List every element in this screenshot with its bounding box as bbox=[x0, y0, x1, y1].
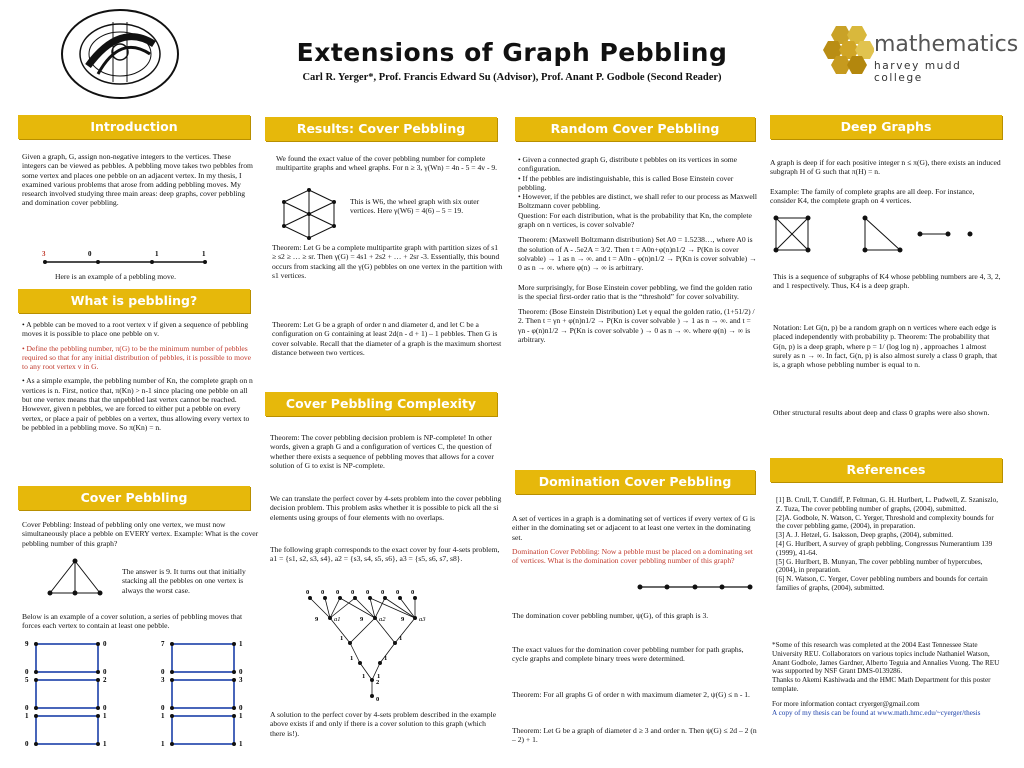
reduction-label: a1 bbox=[334, 616, 341, 623]
domination-number-result: The domination cover pebbling number, ψ(G), of this graph is 3. bbox=[512, 611, 709, 620]
cover-square-label: 1 bbox=[161, 740, 165, 746]
introduction-heading: Introduction bbox=[18, 115, 250, 139]
reduction-label: 0 bbox=[306, 589, 310, 596]
reduction-label: 0 bbox=[396, 589, 400, 596]
exact-cover-reduction-graph bbox=[300, 588, 460, 703]
domination-example-graph bbox=[630, 570, 760, 604]
wheel-graph-w6 bbox=[278, 188, 340, 240]
cover-square-label: 5 bbox=[25, 676, 29, 684]
cover-pebbling-heading: Cover Pebbling bbox=[18, 486, 250, 510]
complexity-solution: A solution to the perfect cover by 4-sets problem described in the example above exists if and only if there is a cover solution to this graph (which there is!). bbox=[270, 710, 497, 738]
path-label: 1 bbox=[155, 250, 159, 258]
random-surprise: More surprisingly, for Bose Einstein cover pebbling, we find the golden ratio is the special first-order ratio that is the “threshold” for cover solvability. bbox=[518, 282, 753, 301]
reference-item: [1] B. Crull, T. Cundiff, P. Feltman, G. H. Hurlbert, L. Pudwell, Z. Szaniszlo, Z. Tuza, The cover pebbling number of graphs, (2004), submitted. bbox=[776, 496, 998, 513]
random-bullet: • If the pebbles are indistinguishable, this is called Bose Einstein cover pebbling. bbox=[518, 173, 734, 192]
reduction-label: 9 bbox=[360, 616, 364, 623]
what-is-bullet: • A pebble can be moved to a root vertex v if given a sequence of pebbling moves it is possible to place one pebble on v. bbox=[22, 320, 249, 339]
cover-square bbox=[25, 676, 107, 712]
deep-definition: A graph is deep if for each positive integer n ≤ π(G), there exists an induced subgraph H of G such that π(H) = n. bbox=[770, 158, 1001, 177]
path-label: 3 bbox=[42, 250, 46, 258]
cover-square-label: 0 bbox=[103, 640, 107, 648]
cover-square-label: 0 bbox=[239, 668, 243, 676]
cover-solution-intro: Below is an example of a cover solution, a series of pebbling moves that forces each vertex to contain at least one pebble. bbox=[22, 612, 243, 631]
cover-pebbling-body: Cover Pebbling: Instead of pebbling only one vertex, we must now simultaneously place a pebble on EVERY vertex. Example: What is the cover pebbling number of this graph? bbox=[22, 520, 259, 548]
reduction-label: 9 bbox=[315, 616, 319, 623]
cover-square-label: 1 bbox=[239, 640, 243, 648]
introduction-body: Given a graph, G, assign non-negative integers to the vertices. These integers can be viewed as pebbles. A pebbling move takes two pebbles from some vertex and places one pebble on an adjacent vertex. In my thesis, I examined various problems that arose from adding pebbling moves. My research involved studying three main areas: deep graphs, cover pebbling and domination cover pebbling. bbox=[22, 152, 253, 208]
wheel-caption: This is W6, the wheel graph with six outer vertices. Here γ(W6) = 4(6) – 5 = 19. bbox=[350, 197, 480, 216]
logo-word: mathematics bbox=[874, 32, 1019, 57]
footnote-thesis-link[interactable]: A copy of my thesis can be found at www.math.hmc.edu/~cyerger/thesis bbox=[772, 708, 981, 717]
results-theorem-diameter: Theorem: Let G be a graph of order n and diameter d, and let C be a configuration on G containing at least 2d(n - d + 1) – 1 pebbles. Then G is cover solvable. Recall that the diameter of a graph is the maximum shortest distance between two vertices. bbox=[272, 320, 502, 357]
domination-exact-values: The exact values for the domination cover pebbling number for path graphs, cycle graphs and complete binary trees were determined. bbox=[512, 645, 744, 664]
footnote-thanks: Thanks to Akemi Kashiwada and the HMC Math Department for this poster template. bbox=[772, 676, 991, 693]
footnote-contact: For more information contact cryerger@gmail.com bbox=[772, 699, 920, 708]
complexity-theorem: Theorem: The cover pebbling decision problem is NP-complete! In other words, given a graph G and a configuration of vertices C, the question of whether there exists a sequence of pebbling moves that allows for a cover solution of G to exist is NP-complete. bbox=[270, 433, 494, 470]
random-cover-heading: Random Cover Pebbling bbox=[515, 117, 755, 141]
cover-solution-squares bbox=[22, 634, 258, 746]
reduction-label: 1 bbox=[377, 673, 381, 680]
cover-square-label: 0 bbox=[161, 704, 165, 712]
reduction-label: 1 bbox=[340, 635, 344, 642]
what-is-bullet: • Define the pebbling number, π(G) to be the minimum number of pebbles required so that for any initial distribution of pebbles, it is possible to move to any root vertex v in G. bbox=[22, 343, 252, 372]
cover-square bbox=[161, 712, 243, 746]
results-cover-heading: Results: Cover Pebbling bbox=[265, 117, 497, 141]
cover-square-label: 0 bbox=[239, 704, 243, 712]
complexity-heading: Cover Pebbling Complexity bbox=[265, 392, 497, 416]
deep-sequence-caption: This is a sequence of subgraphs of K4 whose pebbling numbers are 4, 3, 2, and 1 respectively. Thus, K4 is a deep graph. bbox=[773, 272, 1001, 291]
results-intro: We found the exact value of the cover pebbling number for complete multipartite graphs and wheel graphs. For n ≥ 3, γ(Wn) = 4n - 5 = 4v - 9. bbox=[276, 154, 498, 173]
reduction-label: 0 bbox=[381, 589, 385, 596]
footnote-reu: *Some of this research was completed at the 2004 East Tennessee State University REU. Collaborators on various topics include Nathaniel Watson, Anant Godbole, James Gardner, Alberto Teguia and Annalies Vuong. The REU was supported by NSF Grant DMS-0139286. bbox=[772, 641, 1000, 676]
random-body bbox=[518, 155, 758, 344]
domination-theorem-diameter3: Theorem: Let G be a graph of diameter d ≥ 3 and order n. Then ψ(G) ≤ 2d – 2 (n – 2) + 1. bbox=[512, 726, 757, 745]
reduction-label: 0 bbox=[411, 589, 415, 596]
random-question: Question: For each distribution, what is the probability that Kn, the complete graph on n vertices, is cover solvable? bbox=[518, 210, 752, 230]
random-theorem-maxwell: Theorem: (Maxwell Boltzmann distribution) Set A0 = 1.5238…, where A0 is the solution of A - .5e2A = 3/2. Then t = A0n+φ(n)n1/2 → P(Kn is cover solvable) → 1 as n → ∞. and t = A0n - φ(n)n1/2 → P(Kn is cover solvable) → 0 as n → ∞. where φ(n) → ∞ is arbitrary. bbox=[518, 235, 757, 273]
cover-square bbox=[25, 712, 107, 746]
cover-square-label: 1 bbox=[161, 712, 165, 720]
cover-square-label: 7 bbox=[161, 640, 165, 648]
cover-square-label: 1 bbox=[239, 740, 243, 746]
poster-authors: Carl R. Yerger*, Prof. Francis Edward Su (Advisor), Prof. Anant P. Godbole (Second Reader) bbox=[302, 72, 722, 83]
reduction-label: 0 bbox=[366, 589, 370, 596]
reference-item: [3] A. J. Hetzel, G. Isaksson, Deep graphs, (2004), submitted. bbox=[776, 531, 954, 540]
reduction-label: a3 bbox=[419, 616, 426, 623]
deep-notation-theorem: Notation: Let G(n, p) be a random graph on n vertices where each edge is placed independently with probability p. Theorem: The probability that G(n, p) is a deep graph, where p = 1/ (log log n) , approaches 1 almost surely as n → ∞. In fact, G(n, p) is also almost surely a class 0 graph, that is, a graph whose pebbling number is equal to n. bbox=[773, 323, 998, 370]
cover-square-label: 3 bbox=[161, 676, 165, 684]
references-heading: References bbox=[770, 458, 1002, 482]
cover-square-label: 0 bbox=[25, 704, 29, 712]
reduction-label: 0 bbox=[336, 589, 340, 596]
reduction-label: 1 bbox=[362, 673, 366, 680]
pebbling-move-path-figure bbox=[30, 248, 220, 268]
random-theorem-bose: Theorem: (Bose Einstein Distribution) Let γ equal the golden ratio, (1+51/2) / 2. Then t = γn + φ(n)n1/2 → P(Kn is cover solvable ) → 1 as n → ∞. and t = γn - φ(n)n1/2 → P(Kn is cover solvable ) → 0 as n → ∞. where φ(n) → ∞ is arbitrary. bbox=[518, 307, 755, 345]
path-label: 1 bbox=[202, 250, 206, 258]
domination-definition: A set of vertices in a graph is a dominating set of vertices if every vertex of G is either in the dominating set or adjacent to at least one vertex in the dominating set. bbox=[512, 514, 755, 542]
k4-subgraph-sequence bbox=[770, 212, 980, 258]
domination-theorem-diameter2: Theorem: For all graphs G of order n with maximum diameter 2, ψ(G) ≤ n - 1. bbox=[512, 690, 750, 699]
cover-square-label: 1 bbox=[103, 740, 107, 746]
cover-square-label: 0 bbox=[161, 668, 165, 676]
cover-square bbox=[25, 640, 107, 676]
what-is-bullet: • As a simple example, the pebbling number of Kn, the complete graph on n vertices is n. First, notice that, π(Kn) > n-1 since placing one pebble on all but one vertex means that the unpebbled last vertex cannot be reached. However, given n pebbles, we are forced to either put a pebble on every vertex, or place a pair of pebbles on a vertex, thus allowing every vertex to be pebbled in a pebbling move. So π(Kn) = n. bbox=[22, 376, 253, 432]
reduction-label: 0 bbox=[351, 589, 355, 596]
deep-other-results: Other structural results about deep and class 0 graphs were also shown. bbox=[773, 408, 990, 417]
cover-square-label: 3 bbox=[239, 676, 243, 684]
reduction-label: 9 bbox=[401, 616, 405, 623]
domination-heading: Domination Cover Pebbling bbox=[515, 470, 755, 494]
cover-square-label: 1 bbox=[103, 712, 107, 720]
reduction-label: 1 bbox=[399, 635, 403, 642]
references-list bbox=[776, 496, 1002, 593]
reference-item: [4] G. Hurlbert, A survey of graph pebbling, Congressus Numerantium 139 (1999), 41-64. bbox=[776, 539, 993, 557]
random-bullet: • However, if the pebbles are distinct, we shall refer to our process as Maxwell Boltzmann cover pebbling. bbox=[518, 192, 757, 211]
cover-answer: The answer is 9. It turns out that initially stacking all the pebbles on one vertex is always the worst case. bbox=[122, 567, 246, 595]
reference-item: [2]A. Godbole, N. Watson, C. Yerger, Threshold and complexity bounds for the cover pebbling game, (2004), in preparation. bbox=[776, 513, 994, 531]
pebbling-move-caption: Here is an example of a pebbling move. bbox=[55, 272, 177, 281]
poster-title: Extensions of Graph Pebbling bbox=[296, 38, 728, 67]
reference-item: [6] N. Watson, C. Yerger, Cover pebbling numbers and bounds for certain families of graphs, (2004), submitted. bbox=[776, 575, 988, 592]
reference-item: [5] G. Hurlbert, B. Munyan, The cover pebbling number of hypercubes, (2004), in preparation. bbox=[776, 557, 983, 575]
random-bullet: • Given a connected graph G, distribute t pebbles on its vertices in some configuration. bbox=[518, 155, 738, 174]
cover-square-label: 0 bbox=[25, 668, 29, 676]
what-is-pebbling-heading: What is pebbling? bbox=[18, 289, 250, 313]
complexity-translation: We can translate the perfect cover by 4-sets problem into the cover pebbling decision problem. This problem asks whether it is possible to pick all the si elements using groups of four elements with no overlaps. bbox=[270, 494, 502, 522]
complexity-example: The following graph corresponds to the exact cover by four 4-sets problem, a1 = {s1, s2, s3, s4}, a2 = {s3, s4, s5, s6}, a3 = {s5, s6, s7, s8}. bbox=[270, 545, 500, 564]
cover-example-graph bbox=[40, 555, 110, 605]
deep-graphs-heading: Deep Graphs bbox=[770, 115, 1002, 139]
footnote bbox=[772, 641, 1002, 717]
domination-question: Domination Cover Pebbling: Now a pebble must be placed on a dominating set of vertices. What is the domination cover pebbling number of this graph? bbox=[512, 547, 753, 566]
results-theorem-multipartite: Theorem: Let G be a complete multipartite graph with partition sizes of s1 ≥ s2 ≥ … ≥ sr. Then γ(G) = 4s1 + 2s2 + … + 2sr -3. Essentially, this bound occurs from stacking all the γ(G) pebbles on one vertex in the partition with s1 vertices. bbox=[272, 243, 503, 280]
cover-square bbox=[161, 640, 243, 676]
deep-example: Example: The family of complete graphs are all deep. For instance, consider K4, the complete graph on 4 vertices. bbox=[770, 187, 975, 206]
reduction-label: 0 bbox=[376, 696, 380, 703]
what-is-pebbling-body bbox=[22, 320, 258, 437]
path-label: 0 bbox=[88, 250, 92, 258]
cover-square-label: 1 bbox=[239, 712, 243, 720]
cover-square-label: 0 bbox=[103, 704, 107, 712]
cover-square-label: 9 bbox=[25, 640, 29, 648]
cover-square-label: 2 bbox=[103, 676, 107, 684]
reduction-label: a2 bbox=[379, 616, 386, 623]
logo-subtitle: harvey mudd college bbox=[874, 60, 962, 84]
reduction-label: 1 bbox=[384, 655, 388, 662]
cover-square-label: 0 bbox=[103, 668, 107, 676]
reduction-label: 1 bbox=[350, 655, 354, 662]
cover-square bbox=[161, 676, 243, 712]
cover-square-label: 1 bbox=[25, 712, 29, 720]
reduction-label: 2 bbox=[376, 679, 380, 686]
cover-square-label: 0 bbox=[25, 740, 29, 746]
reduction-label: 0 bbox=[321, 589, 325, 596]
